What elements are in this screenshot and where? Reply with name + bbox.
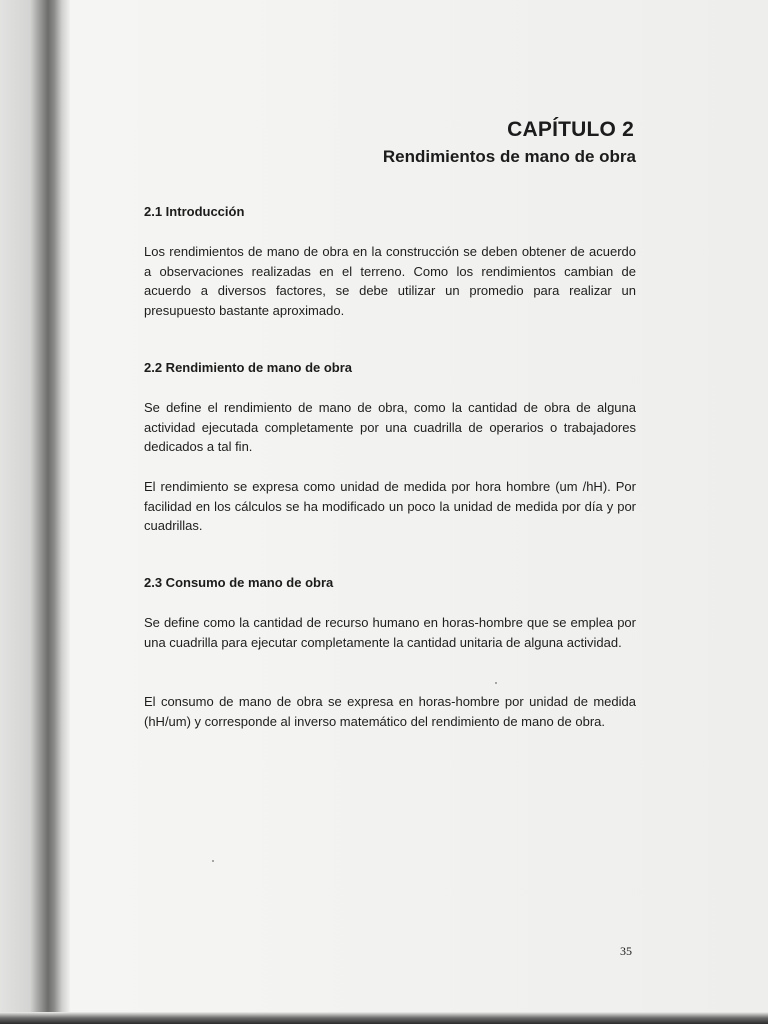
chapter-subtitle: Rendimientos de mano de obra xyxy=(382,147,636,166)
paragraph-rendimiento-definicion: Se define el rendimiento de mano de obra, como la cantidad de obra de alguna actividad ejecutada completamente por una cuadrilla de operarios o trabajadores dedicados a tal fin. xyxy=(144,400,636,454)
page-bottom-edge xyxy=(0,1012,768,1024)
paper-speck xyxy=(495,682,497,684)
paper-speck xyxy=(212,860,214,862)
page-number: 35 xyxy=(620,944,632,958)
paragraph-introduccion: Los rendimientos de mano de obra en la construcción se deben obtener de acuerdo a observaciones realizadas en el terreno. Como los rendimientos cambian de acuerdo a diversos factores, se debe utilizar un promedio para realizar un presupuesto bastante aproximado. xyxy=(144,244,636,318)
chapter-title: CAPÍTULO 2 xyxy=(507,118,634,141)
section-heading-2-2: 2.2 Rendimiento de mano de obra xyxy=(144,360,353,375)
paragraph-rendimiento-unidad: El rendimiento se expresa como unidad de medida por hora hombre (um /hH). Por facilidad en los cálculos se ha modificado un poco la unidad de medida por día y por cuadrillas. xyxy=(144,479,636,533)
paragraph-consumo-unidad: El consumo de mano de obra se expresa en horas-hombre por unidad de medida (hH/um) y corresponde al inverso matemático del rendimiento de mano de obra. xyxy=(144,694,636,729)
section-heading-2-1: 2.1 Introducción xyxy=(144,204,245,219)
section-heading-2-3: 2.3 Consumo de mano de obra xyxy=(144,575,334,590)
book-binding-shadow xyxy=(0,0,70,1024)
paragraph-consumo-definicion: Se define como la cantidad de recurso humano en horas-hombre que se emplea por una cuadrilla para ejecutar completamente la cantidad unitaria de alguna actividad. xyxy=(144,615,636,650)
